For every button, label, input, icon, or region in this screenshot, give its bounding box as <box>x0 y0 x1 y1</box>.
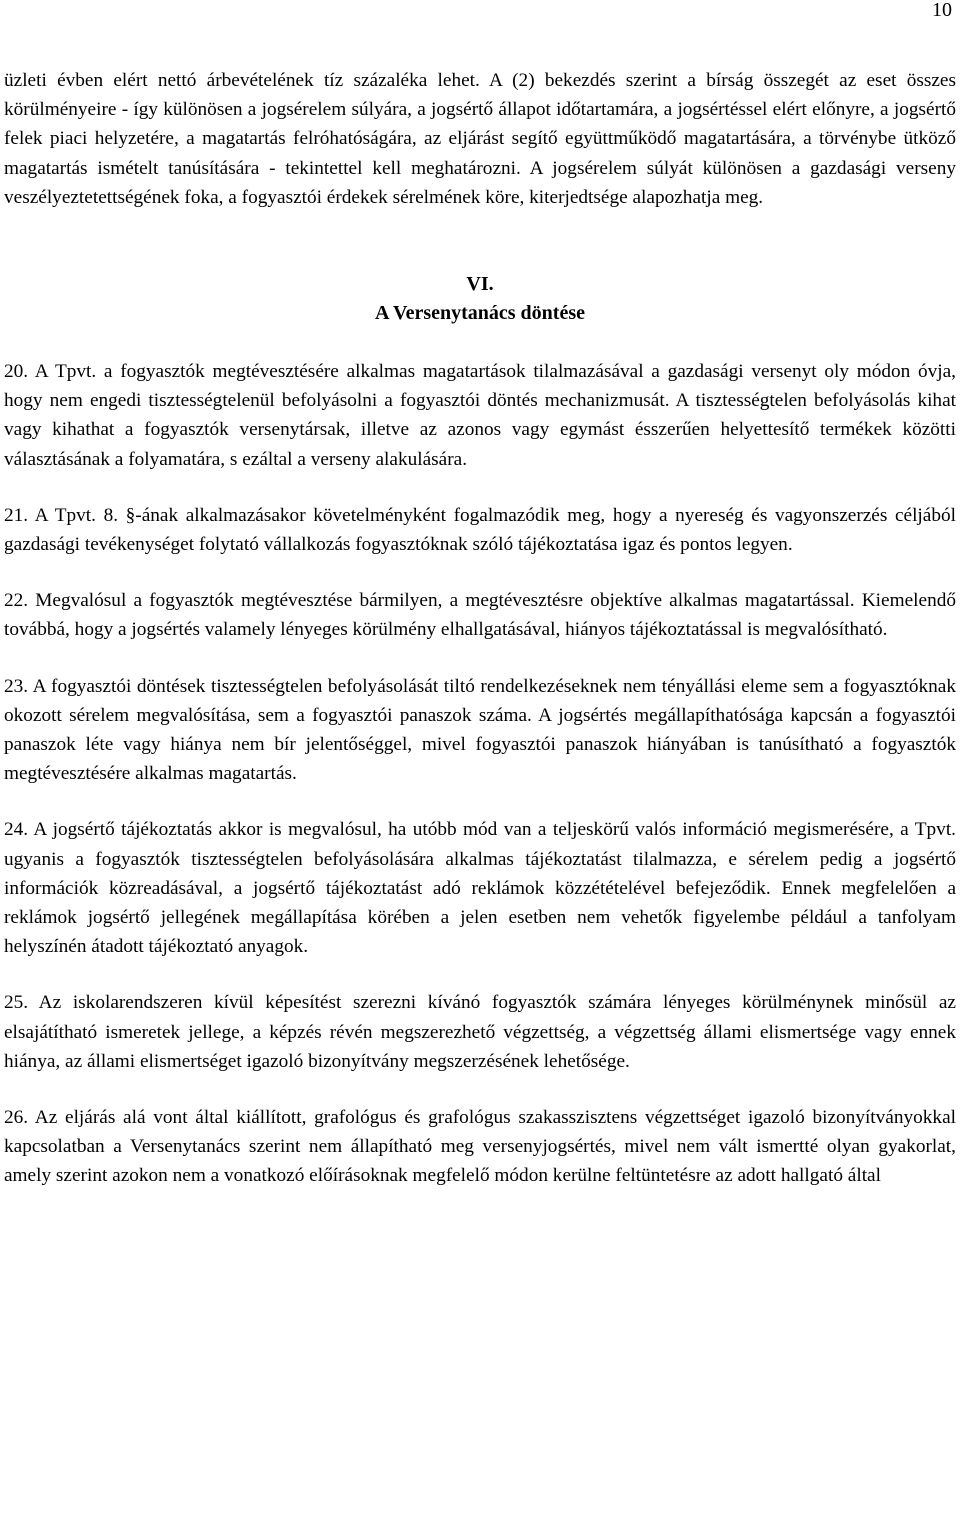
paragraph-22: 22. Megvalósul a fogyasztók megtévesztése bármilyen, a megtévesztésre objektíve alkalmas magatartással. Kiemelendő továbbá, hogy a jogsértés valamely lényeges körülmény elhallgatásával, hiányos tájékoztatással is megvalósítható. <box>4 590 956 641</box>
paragraph-continued: üzleti évben elért nettó árbevételének tíz százaléka lehet. A (2) bekezdés szerint a bírság összegét az eset összes körülményeire - így különösen a jogsérelem súlyára, a jogsértő állapot időtartamára, a jogsértéssel elért előnyre, a jogsértő felek piaci helyzetére, a magatartás felróhatóságára, az eljárást segítő együttműködő magatartására, a törvénybe ütköző magatartás ismételt tanúsítására - tekintettel kell meghatározni. A jogsérelem súlyát különösen a gazdasági verseny veszélyeztetettségének foka, a fogyasztói érdekek sérelmének köre, kiterjedtsége alapozhatja meg. <box>4 70 956 208</box>
section-number: VI. <box>466 273 494 296</box>
paragraph-20: 20. A Tpvt. a fogyasztók megtévesztésére alkalmas magatartások tilalmazásával a gazdasági versenyt oly módon óvja, hogy nem engedi tisztességtelenül befolyásolni a fogyasztói döntés mechanizmusát. A tisztességtelen befolyásolás kihat vagy kihathat a fogyasztók versenytársak, illetve az azonos vagy egymást ésszerűen helyettesítő termékek közötti választásának a folyamatára, s ezáltal a verseny alakulására. <box>4 361 956 470</box>
paragraph-26: 26. Az eljárás alá vont által kiállított, grafológus és grafológus szakasszisztens végzettséget igazoló bizonyítványokkal kapcsolatban a Versenytanács szerint nem állapítható meg versenyjogsértés, mivel nem vált ismertté olyan gyakorlat, amely szerint azokon nem a vonatkozó előírásoknak megfelelő módon kerülne feltüntetésre az adott hallgató által <box>4 1107 956 1187</box>
section-heading <box>4 270 956 328</box>
paragraph-21: 21. A Tpvt. 8. §-ának alkalmazásakor követelményként fogalmazódik meg, hogy a nyereség és vagyonszerzés céljából gazdasági tevékenységet folytató vállalkozás fogyasztóknak szóló tájékoztatása igaz és pontos legyen. <box>4 504 956 556</box>
section-title: A Versenytanács döntése <box>374 302 585 325</box>
page-number: 10 <box>932 0 952 21</box>
paragraph-25: 25. Az iskolarendszeren kívül képesítést szerezni kívánó fogyasztók számára lényeges körülménynek minősül az elsajátítható ismeretek jellege, a képzés révén megszerezhető végzettség, a végzettség állami elismertsége vagy ennek hiánya, az állami elismertséget igazoló bizonyítvány megszerzésének lehetősége. <box>4 992 956 1072</box>
paragraph-24: 24. A jogsértő tájékoztatás akkor is megvalósul, ha utóbb mód van a teljeskörű valós információ megismerésére, a Tpvt. ugyanis a fogyasztók tisztességtelen befolyásolására alkalmas tájékoztatást tilalmazza, e sérelem pedig a jogsértő információk közreadásával, a jogsértő tájékoztatást adó reklámok közzétételével befejeződik. Ennek megfelelően a reklámok jogsértő jellegének megállapítása körében a jelen esetben nem vehetők figyelembe például a tanfolyam helyszínén átadott tájékoztató anyagok. <box>4 819 956 958</box>
paragraph-23: 23. A fogyasztói döntések tisztességtelen befolyásolását tiltó rendelkezéseknek nem tényállási eleme sem a fogyasztóknak okozott sérelem megvalósítása, sem a fogyasztói panaszok száma. A jogsértés megállapíthatósága kapcsán a fogyasztói panaszok léte vagy hiánya nem bír jelentőséggel, mivel fogyasztói panaszok hiányában is tanúsítható a fogyasztók megtévesztésére alkalmas magatartás. <box>4 675 956 785</box>
document-body <box>4 66 956 1191</box>
